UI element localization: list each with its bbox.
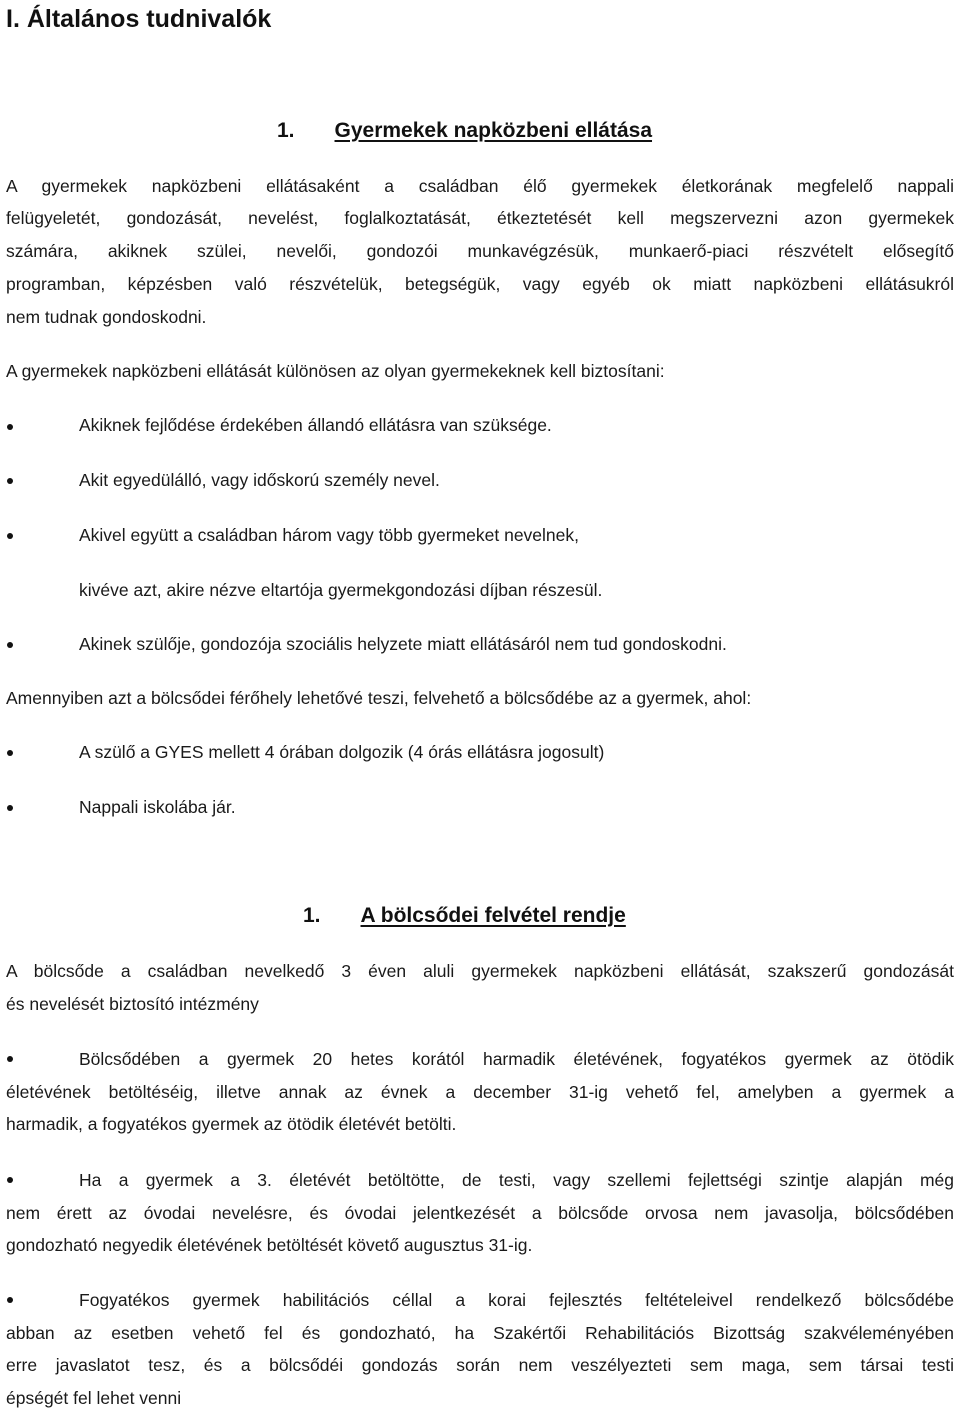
section-number: 1. bbox=[277, 119, 295, 142]
eligibility-intro: A gyermekek napközbeni ellátását különösen az olyan gyermekeknek kell biztosítani: bbox=[6, 361, 665, 381]
paragraph-line: és nevelését biztosító intézmény bbox=[6, 994, 259, 1014]
paragraph-line: programban, képzésben való részvételük, betegségük, vagy egyéb ok miatt napközbeni ellátásukról bbox=[6, 274, 954, 294]
list-item: Akinek szülője, gondozója szociális helyzete miatt ellátásáról nem tud gondoskodni. bbox=[79, 634, 727, 654]
list-item: Akit egyedülálló, vagy időskorú személy nevel. bbox=[79, 470, 440, 490]
paragraph-line: épségét fel lehet venni bbox=[6, 1388, 182, 1408]
paragraph-line: Fogyatékos gyermek habilitációs céllal a korai fejlesztés feltételeivel rendelkező bölcsődébe bbox=[79, 1290, 954, 1310]
section-heading-felvetel bbox=[303, 901, 626, 931]
list-item-continuation: kivéve azt, akire nézve eltartója gyermekgondozási díjban részesül. bbox=[79, 580, 603, 600]
section-title: Gyermekek napközbeni ellátása bbox=[334, 119, 653, 142]
paragraph-line: erre javaslatot tesz, és a bölcsődéi gondozás során nem veszélyezteti sem maga, sem társai testi bbox=[6, 1355, 954, 1375]
bullet-icon bbox=[7, 478, 13, 484]
bullet-icon bbox=[7, 642, 13, 648]
list-item: Akivel együtt a családban három vagy több gyermeket nevelnek, bbox=[79, 525, 580, 545]
paragraph-line: Ha a gyermek a 3. életévét betöltötte, de testi, vagy szellemi fejlettségi szintje alapján még bbox=[79, 1170, 954, 1190]
list-item: Akiknek fejlődése érdekében állandó ellátásra van szüksége. bbox=[79, 415, 552, 435]
paragraph-line: Bölcsődében a gyermek 20 hetes korától harmadik életévének, fogyatékos gyermek az ötödik bbox=[79, 1049, 954, 1069]
list-item: A szülő a GYES mellett 4 órában dolgozik (4 órás ellátásra jogosult) bbox=[79, 742, 605, 762]
paragraph-line: abban az esetben vehető fel és gondozható, ha Szakértői Rehabilitációs Bizottság szakvéleményében bbox=[6, 1323, 954, 1343]
section-heading-napkozbeni bbox=[277, 116, 652, 146]
paragraph-line: harmadik, a fogyatékos gyermek az ötödik életévét betölti. bbox=[6, 1114, 457, 1134]
paragraph-line: felügyeletét, gondozását, nevelést, foglalkoztatását, étkeztetését kell megszervezni azon gyermekek bbox=[6, 208, 954, 228]
bullet-icon bbox=[7, 1297, 13, 1303]
bullet-icon bbox=[7, 424, 13, 430]
list-item: Nappali iskolába jár. bbox=[79, 797, 236, 817]
section-title: A bölcsődei felvétel rendje bbox=[360, 904, 626, 927]
paragraph-line: A bölcsőde a családban nevelkedő 3 éven aluli gyermekek napközbeni ellátását, szakszerű gondozását bbox=[6, 961, 954, 981]
bullet-icon bbox=[7, 750, 13, 756]
paragraph-line: életévének betöltéséig, illetve annak az évnek a december 31-ig vehető fel, amelyben a gyermek a bbox=[6, 1082, 954, 1102]
paragraph-line: gondozható negyedik életévének betöltését követő augusztus 31-ig. bbox=[6, 1235, 533, 1255]
paragraph-line: nem érett az óvodai nevelésre, és óvodai jelentkezését a bölcsőde orvosa nem javasolja, bölcsődében bbox=[6, 1203, 954, 1223]
bullet-icon bbox=[7, 1177, 13, 1183]
page-title: I. Általános tudnivalók bbox=[6, 5, 272, 33]
section-number: 1. bbox=[303, 904, 321, 927]
bullet-icon bbox=[7, 805, 13, 811]
admission-condition-intro: Amennyiben azt a bölcsődei férőhely lehetővé teszi, felvehető a bölcsődébe az a gyermek, ahol: bbox=[6, 688, 752, 708]
bullet-icon bbox=[7, 533, 13, 539]
paragraph-line: számára, akiknek szülei, nevelői, gondozói munkavégzésük, munkaerő-piaci részvételt elősegítő bbox=[6, 241, 954, 261]
bullet-icon bbox=[7, 1056, 13, 1062]
paragraph-line: nem tudnak gondoskodni. bbox=[6, 307, 207, 327]
paragraph-line: A gyermekek napközbeni ellátásaként a családban élő gyermekek életkorának megfelelő nappali bbox=[6, 176, 954, 196]
